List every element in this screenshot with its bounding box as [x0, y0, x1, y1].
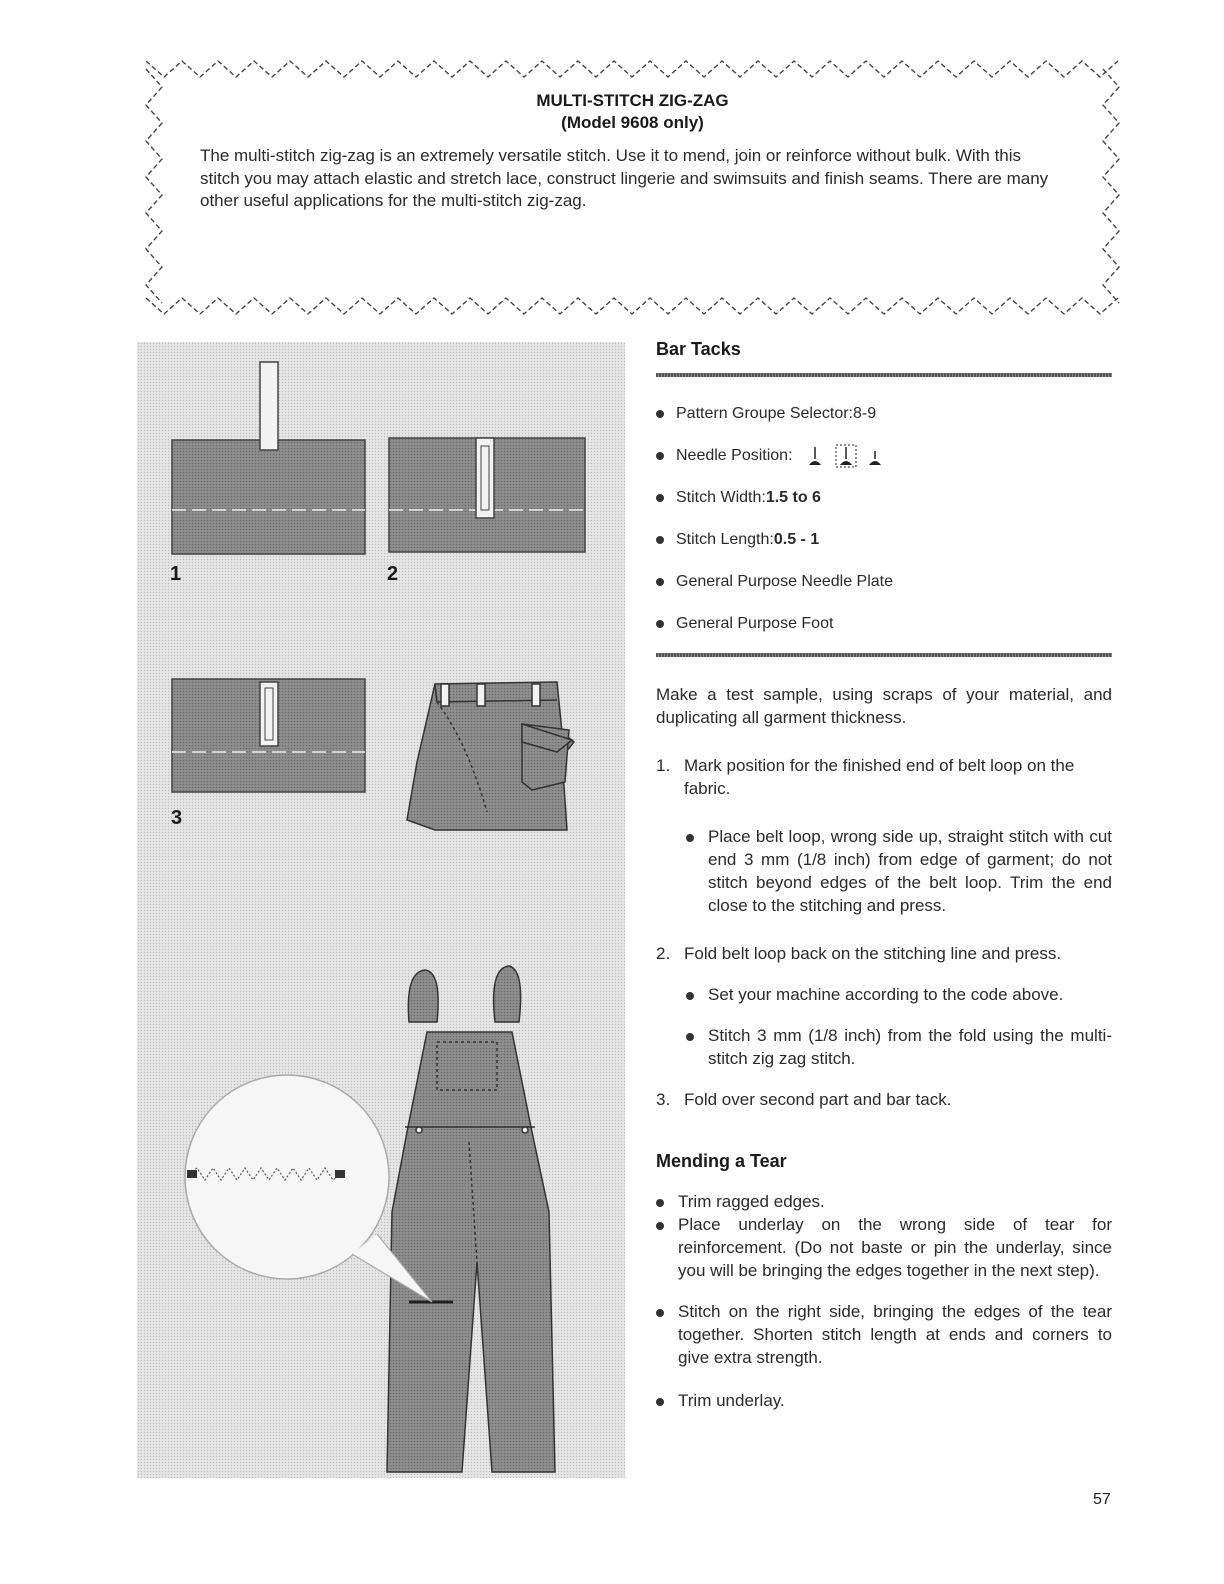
mending-step-2: Place underlay on the wrong side of tear for reinforcement. (Do not baste or pin the underlay, since you will be bringing the edges together in the next step). [656, 1213, 1112, 1282]
step-1: 1. Mark position for the finished end of belt loop on the fabric. [656, 756, 1075, 798]
figure-3-fabric [172, 679, 365, 792]
step-1-detail: Place belt loop, wrong side up, straight stitch with cut end 3 mm (1/8 inch) from edge of garment; do not stitch beyond edges of the belt loop. Trim the end close to the stitching and press. [686, 825, 1112, 917]
setting-foot: General Purpose Foot [656, 603, 1112, 645]
mending-step-1: Trim ragged edges. [656, 1190, 1112, 1213]
section-title [140, 90, 1125, 134]
mending-step-4: Trim underlay. [656, 1389, 1112, 1412]
figure-2-label: 2 [387, 563, 399, 585]
test-sample-paragraph: Make a test sample, using scraps of your material, and duplicating all garment thickness. [656, 685, 1112, 727]
title-line-1: MULTI-STITCH ZIG-ZAG [536, 91, 729, 110]
page-number: 57 [1093, 1491, 1111, 1508]
jeans-waist-illustration [407, 682, 574, 830]
illustration-panel [137, 342, 625, 1478]
divider-top [656, 373, 1112, 377]
step-2-detail-1: Set your machine according to the code above. [686, 983, 1112, 1006]
divider-bottom [656, 653, 1112, 657]
instructions-column [656, 335, 1112, 1412]
setting-needle-position: Needle Position: [656, 435, 1112, 477]
mending-step-3: Stitch on the right side, bringing the edges of the tear together. Shorten stitch length at ends and corners to give extra strength. [656, 1300, 1112, 1369]
setting-stitch-width: Stitch Width: 1.5 to 6 [656, 477, 1112, 519]
belt-loop [260, 362, 278, 450]
step-2-detail-2: Stitch 3 mm (1/8 inch) from the fold using the multi-stitch zig zag stitch. [686, 1024, 1112, 1070]
setting-pattern-selector: Pattern Groupe Selector: 8-9 [656, 393, 1112, 435]
mending-heading: Mending a Tear [656, 1151, 787, 1171]
bar-tacks-heading: Bar Tacks [656, 339, 741, 359]
step-2: 2. Fold belt loop back on the stitching line and press. [656, 944, 1062, 963]
setting-needle-plate: General Purpose Needle Plate [656, 561, 1112, 603]
figure-2-fabric [389, 438, 585, 552]
machine-settings-list [656, 393, 1112, 645]
setting-stitch-length: Stitch Length: 0.5 - 1 [656, 519, 1112, 561]
intro-paragraph: The multi-stitch zig-zag is an extremely versatile stitch. Use it to mend, join or reinforce without bulk. With this stitch you may attach elastic and stretch lace, construct lingerie and swimsuits and finish seams. There are many other useful applications for the multi-stitch zig-zag. [200, 146, 1049, 210]
belt-loop [476, 438, 494, 518]
step-3: 3. Fold over second part and bar tack. [656, 1090, 952, 1109]
figure-1-label: 1 [170, 563, 182, 585]
belt-loop [260, 682, 278, 746]
figure-3-label: 3 [171, 807, 183, 829]
needle-position-icon [807, 443, 897, 469]
title-line-2: (Model 9608 only) [561, 113, 704, 132]
